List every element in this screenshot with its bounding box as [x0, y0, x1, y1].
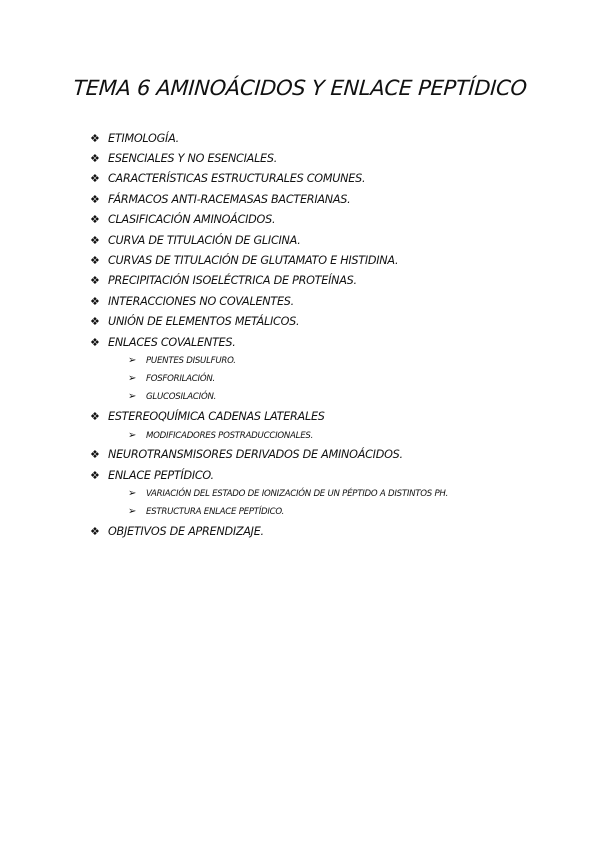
outline-item [90, 210, 570, 230]
outline-item-label: CLASIFICACIÓN AMINOÁCIDOS. [108, 213, 276, 227]
outline-item-label: CARACTERÍSTICAS ESTRUCTURALES COMUNES. [108, 172, 366, 186]
outline-item-label: ETIMOLOGÍA. [108, 131, 179, 145]
outline-subitem-label: MODIFICADORES POSTRADUCCIONALES. [146, 430, 314, 441]
arrowhead-bullet-icon: ➢ [128, 391, 137, 403]
arrowhead-bullet-icon: ➢ [128, 355, 137, 367]
outline-item-label: FÁRMACOS ANTI-RACEMASAS BACTERIANAS. [108, 192, 351, 206]
outline-item [90, 271, 570, 291]
outline-item [90, 312, 570, 332]
outline-subitem [90, 427, 570, 445]
outline-subitem-label: GLUCOSILACIÓN. [146, 392, 217, 403]
page-title: TEMA 6 AMINOÁCIDOS Y ENLACE PEPTÍDICO [72, 76, 528, 100]
outline-item [90, 250, 570, 270]
outline-item-label: ENLACES COVALENTES. [108, 335, 236, 349]
diamond-bullet-icon: ❖ [90, 172, 100, 186]
outline-item-label: OBJETIVOS DE APRENDIZAJE. [108, 525, 264, 539]
outline-item [90, 148, 570, 168]
outline-item-label: PRECIPITACIÓN ISOELÉCTRICA DE PROTEÍNAS. [108, 274, 357, 288]
outline-item [90, 230, 570, 250]
arrowhead-bullet-icon: ➢ [128, 429, 137, 441]
outline-subitem [90, 503, 570, 521]
diamond-bullet-icon: ❖ [90, 274, 100, 288]
outline-item [90, 169, 570, 189]
outline-subitem-label: VARIACIÓN DEL ESTADO DE IONIZACIÓN DE UN PÉPTIDO A DISTINTOS PH. [146, 489, 449, 500]
outline-item [90, 445, 570, 465]
diamond-bullet-icon: ❖ [90, 192, 100, 206]
outline-subitem-label: ESTRUCTURA ENLACE PEPTÍDICO. [146, 507, 285, 518]
diamond-bullet-icon: ❖ [90, 254, 100, 268]
outline-item [90, 521, 570, 541]
outline-item [90, 465, 570, 485]
outline-subitem [90, 485, 570, 503]
topic-outline [90, 128, 570, 542]
outline-item-label: INTERACCIONES NO COVALENTES. [108, 294, 294, 308]
arrowhead-bullet-icon: ➢ [128, 373, 137, 385]
outline-subitem [90, 352, 570, 370]
diamond-bullet-icon: ❖ [90, 409, 100, 423]
outline-item-label: ESENCIALES Y NO ESENCIALES. [108, 152, 278, 166]
outline-item-label: ENLACE PEPTÍDICO. [108, 468, 214, 482]
outline-item-label: UNIÓN DE ELEMENTOS METÁLICOS. [108, 315, 300, 329]
diamond-bullet-icon: ❖ [90, 335, 100, 349]
diamond-bullet-icon: ❖ [90, 131, 100, 145]
outline-item [90, 291, 570, 311]
outline-item [90, 128, 570, 148]
outline-item-label: NEUROTRANSMISORES DERIVADOS DE AMINOÁCIDOS. [108, 448, 403, 462]
arrowhead-bullet-icon: ➢ [128, 488, 137, 500]
diamond-bullet-icon: ❖ [90, 152, 100, 166]
diamond-bullet-icon: ❖ [90, 468, 100, 482]
outline-item [90, 332, 570, 352]
diamond-bullet-icon: ❖ [90, 213, 100, 227]
diamond-bullet-icon: ❖ [90, 294, 100, 308]
outline-item [90, 189, 570, 209]
outline-subitem-label: FOSFORILACIÓN. [146, 374, 216, 385]
diamond-bullet-icon: ❖ [90, 315, 100, 329]
outline-item [90, 406, 570, 426]
arrowhead-bullet-icon: ➢ [128, 506, 137, 518]
outline-item-label: CURVA DE TITULACIÓN DE GLICINA. [108, 233, 301, 247]
outline-subitem [90, 388, 570, 406]
diamond-bullet-icon: ❖ [90, 448, 100, 462]
diamond-bullet-icon: ❖ [90, 525, 100, 539]
outline-item-label: ESTEREOQUÍMICA CADENAS LATERALES [108, 409, 325, 423]
outline-subitem-label: PUENTES DISULFURO. [146, 356, 236, 367]
diamond-bullet-icon: ❖ [90, 233, 100, 247]
outline-subitem [90, 370, 570, 388]
outline-item-label: CURVAS DE TITULACIÓN DE GLUTAMATO E HISTIDINA. [108, 254, 399, 268]
